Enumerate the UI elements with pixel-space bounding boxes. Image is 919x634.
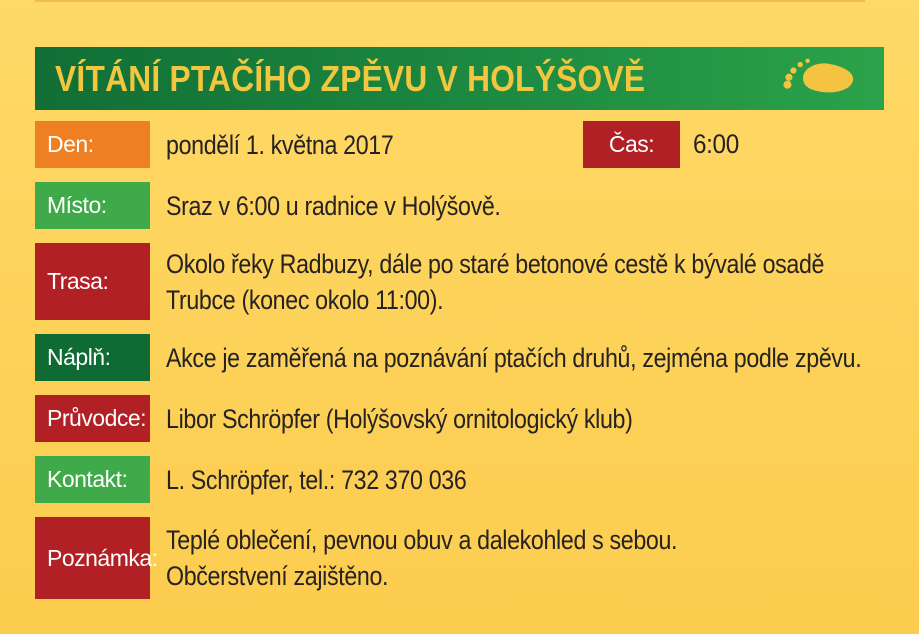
row-value-poznamka [166, 517, 677, 599]
info-row-trasa [35, 243, 884, 320]
header-bar [35, 47, 884, 110]
row-label-misto: Místo: [35, 182, 150, 229]
row-label-den: Den: [35, 121, 150, 168]
row-value-trasa-line2: Trubce (konec okolo 11:00). [166, 284, 444, 315]
row-label-kontakt: Kontakt: [35, 456, 150, 503]
row-value-kontakt: L. Schröpfer, tel.: 732 370 036 [166, 464, 467, 495]
info-row-misto [35, 182, 884, 229]
row-value-den: pondělí 1. května 2017 [166, 129, 394, 160]
info-rows [35, 121, 884, 599]
row-value-misto: Sraz v 6:00 u radnice v Holýšově. [166, 190, 501, 221]
row-value-poznamka-line1: Teplé oblečení, pevnou obuv a dalekohled s sebou. [166, 525, 678, 555]
row-label-napln: Náplň: [35, 334, 150, 381]
info-row-napln [35, 334, 884, 381]
row-value-poznamka-line2: Občerstvení zajištěno. [166, 561, 389, 591]
row-value-trasa [166, 243, 824, 320]
row-label-pruvodce: Průvodce: [35, 395, 150, 442]
top-edge-divider [35, 0, 865, 2]
info-row-kontakt [35, 456, 884, 503]
footprint-icon [780, 53, 862, 104]
info-row-pruvodce [35, 395, 884, 442]
row-label-cas: Čas: [583, 121, 680, 168]
info-row-poznamka [35, 517, 884, 599]
row-value-cas: 6:00 [693, 129, 739, 159]
row-label-trasa: Trasa: [35, 243, 150, 320]
info-row-den [35, 121, 884, 168]
row-value-trasa-line1: Okolo řeky Radbuzy, dále po staré betonové cestě k bývalé osadě [166, 248, 825, 279]
time-group [583, 121, 744, 168]
row-value-pruvodce: Libor Schröpfer (Holýšovský ornitologický klub) [166, 403, 633, 434]
row-label-poznamka: Poznámka: [35, 517, 150, 599]
page-title: VÍTÁNÍ PTAČÍHO ZPĚVU V HOLÝŠOVĚ [55, 57, 646, 99]
row-value-napln: Akce je zaměřená na poznávání ptačích druhů, zejména podle zpěvu. [166, 342, 862, 373]
